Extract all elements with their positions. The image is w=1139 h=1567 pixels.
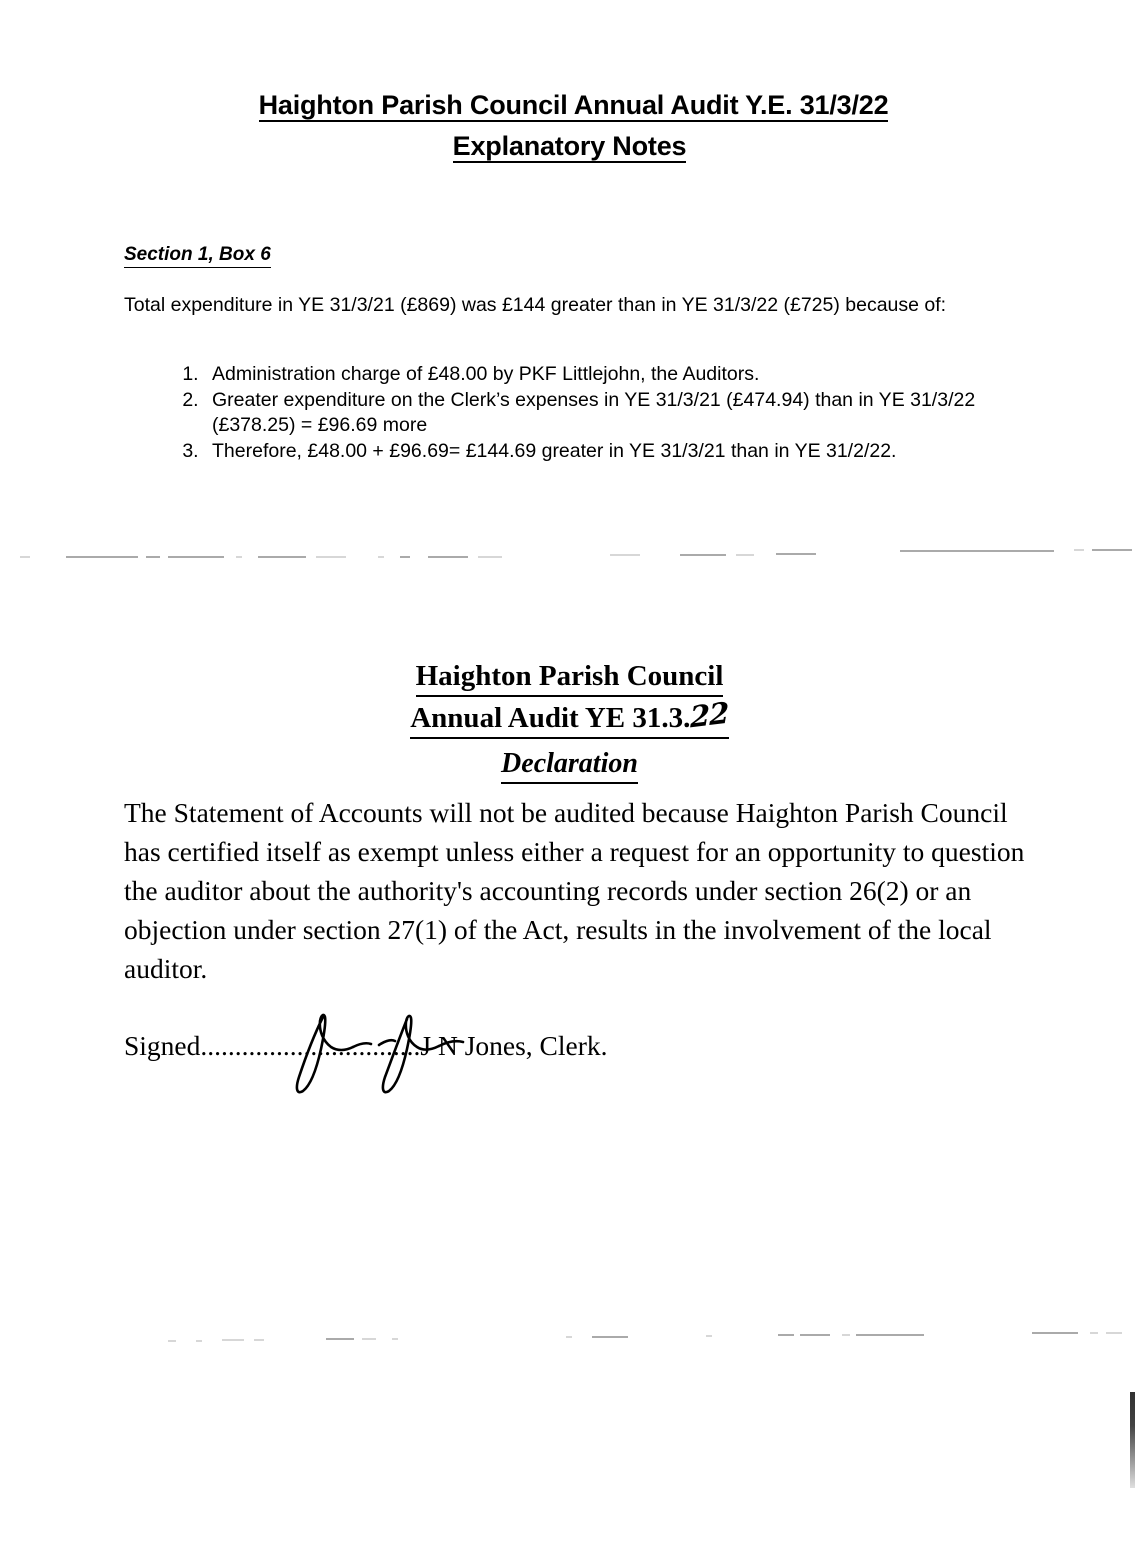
declaration-word: Declaration [501, 745, 638, 784]
scan-edge-artifact [1130, 1392, 1135, 1488]
list-item: 3. Therefore, £48.00 + £96.69= £144.69 greater in YE 31/3/21 than in YE 31/2/22. [204, 439, 1064, 465]
section-intro-paragraph: Total expenditure in YE 31/3/21 (£869) was £144 greater than in YE 31/3/22 (£725) because of: [124, 294, 947, 316]
declaration-date-typed: Annual Audit YE 31.3. [410, 702, 691, 734]
signature-dots-right: ........................ [255, 1030, 421, 1061]
explanatory-notes-list [156, 362, 1064, 464]
list-item: 1. Administration charge of £48.00 by PKF Littlejohn, the Auditors. [204, 362, 1064, 388]
declaration-body-paragraph: The Statement of Accounts will not be audited because Haighton Parish Council has certified itself as exempt unless either a request for an opportunity to question the auditor about the authority's accounting records under section 26(2) or an objection under section 27(1) of the Act, results in the involvement of the local auditor. [124, 797, 1025, 984]
signature-dots-left: ........ [200, 1030, 256, 1061]
signed-label: Signed [124, 1030, 201, 1061]
declaration-heading-line-2 [410, 695, 729, 739]
page-title-line-1: Haighton Parish Council Annual Audit Y.E. 31/3/22 [258, 90, 889, 120]
signatory-name: J N Jones, Clerk. [420, 1030, 608, 1061]
declaration-heading [0, 658, 1139, 784]
list-item: 2. Greater expenditure on the Clerk’s expenses in YE 31/3/21 (£474.94) than in YE 31/3/22 (£378.25) = £96.69 more [204, 388, 1064, 439]
section-heading: Section 1, Box 6 [124, 245, 271, 268]
signature-line [124, 1029, 608, 1063]
page-title-line-2: Explanatory Notes [452, 131, 687, 161]
page-title [0, 92, 1139, 163]
declaration-heading-line-1: Haighton Parish Council [416, 658, 724, 697]
declaration-date-handwritten: 22 [690, 695, 729, 735]
